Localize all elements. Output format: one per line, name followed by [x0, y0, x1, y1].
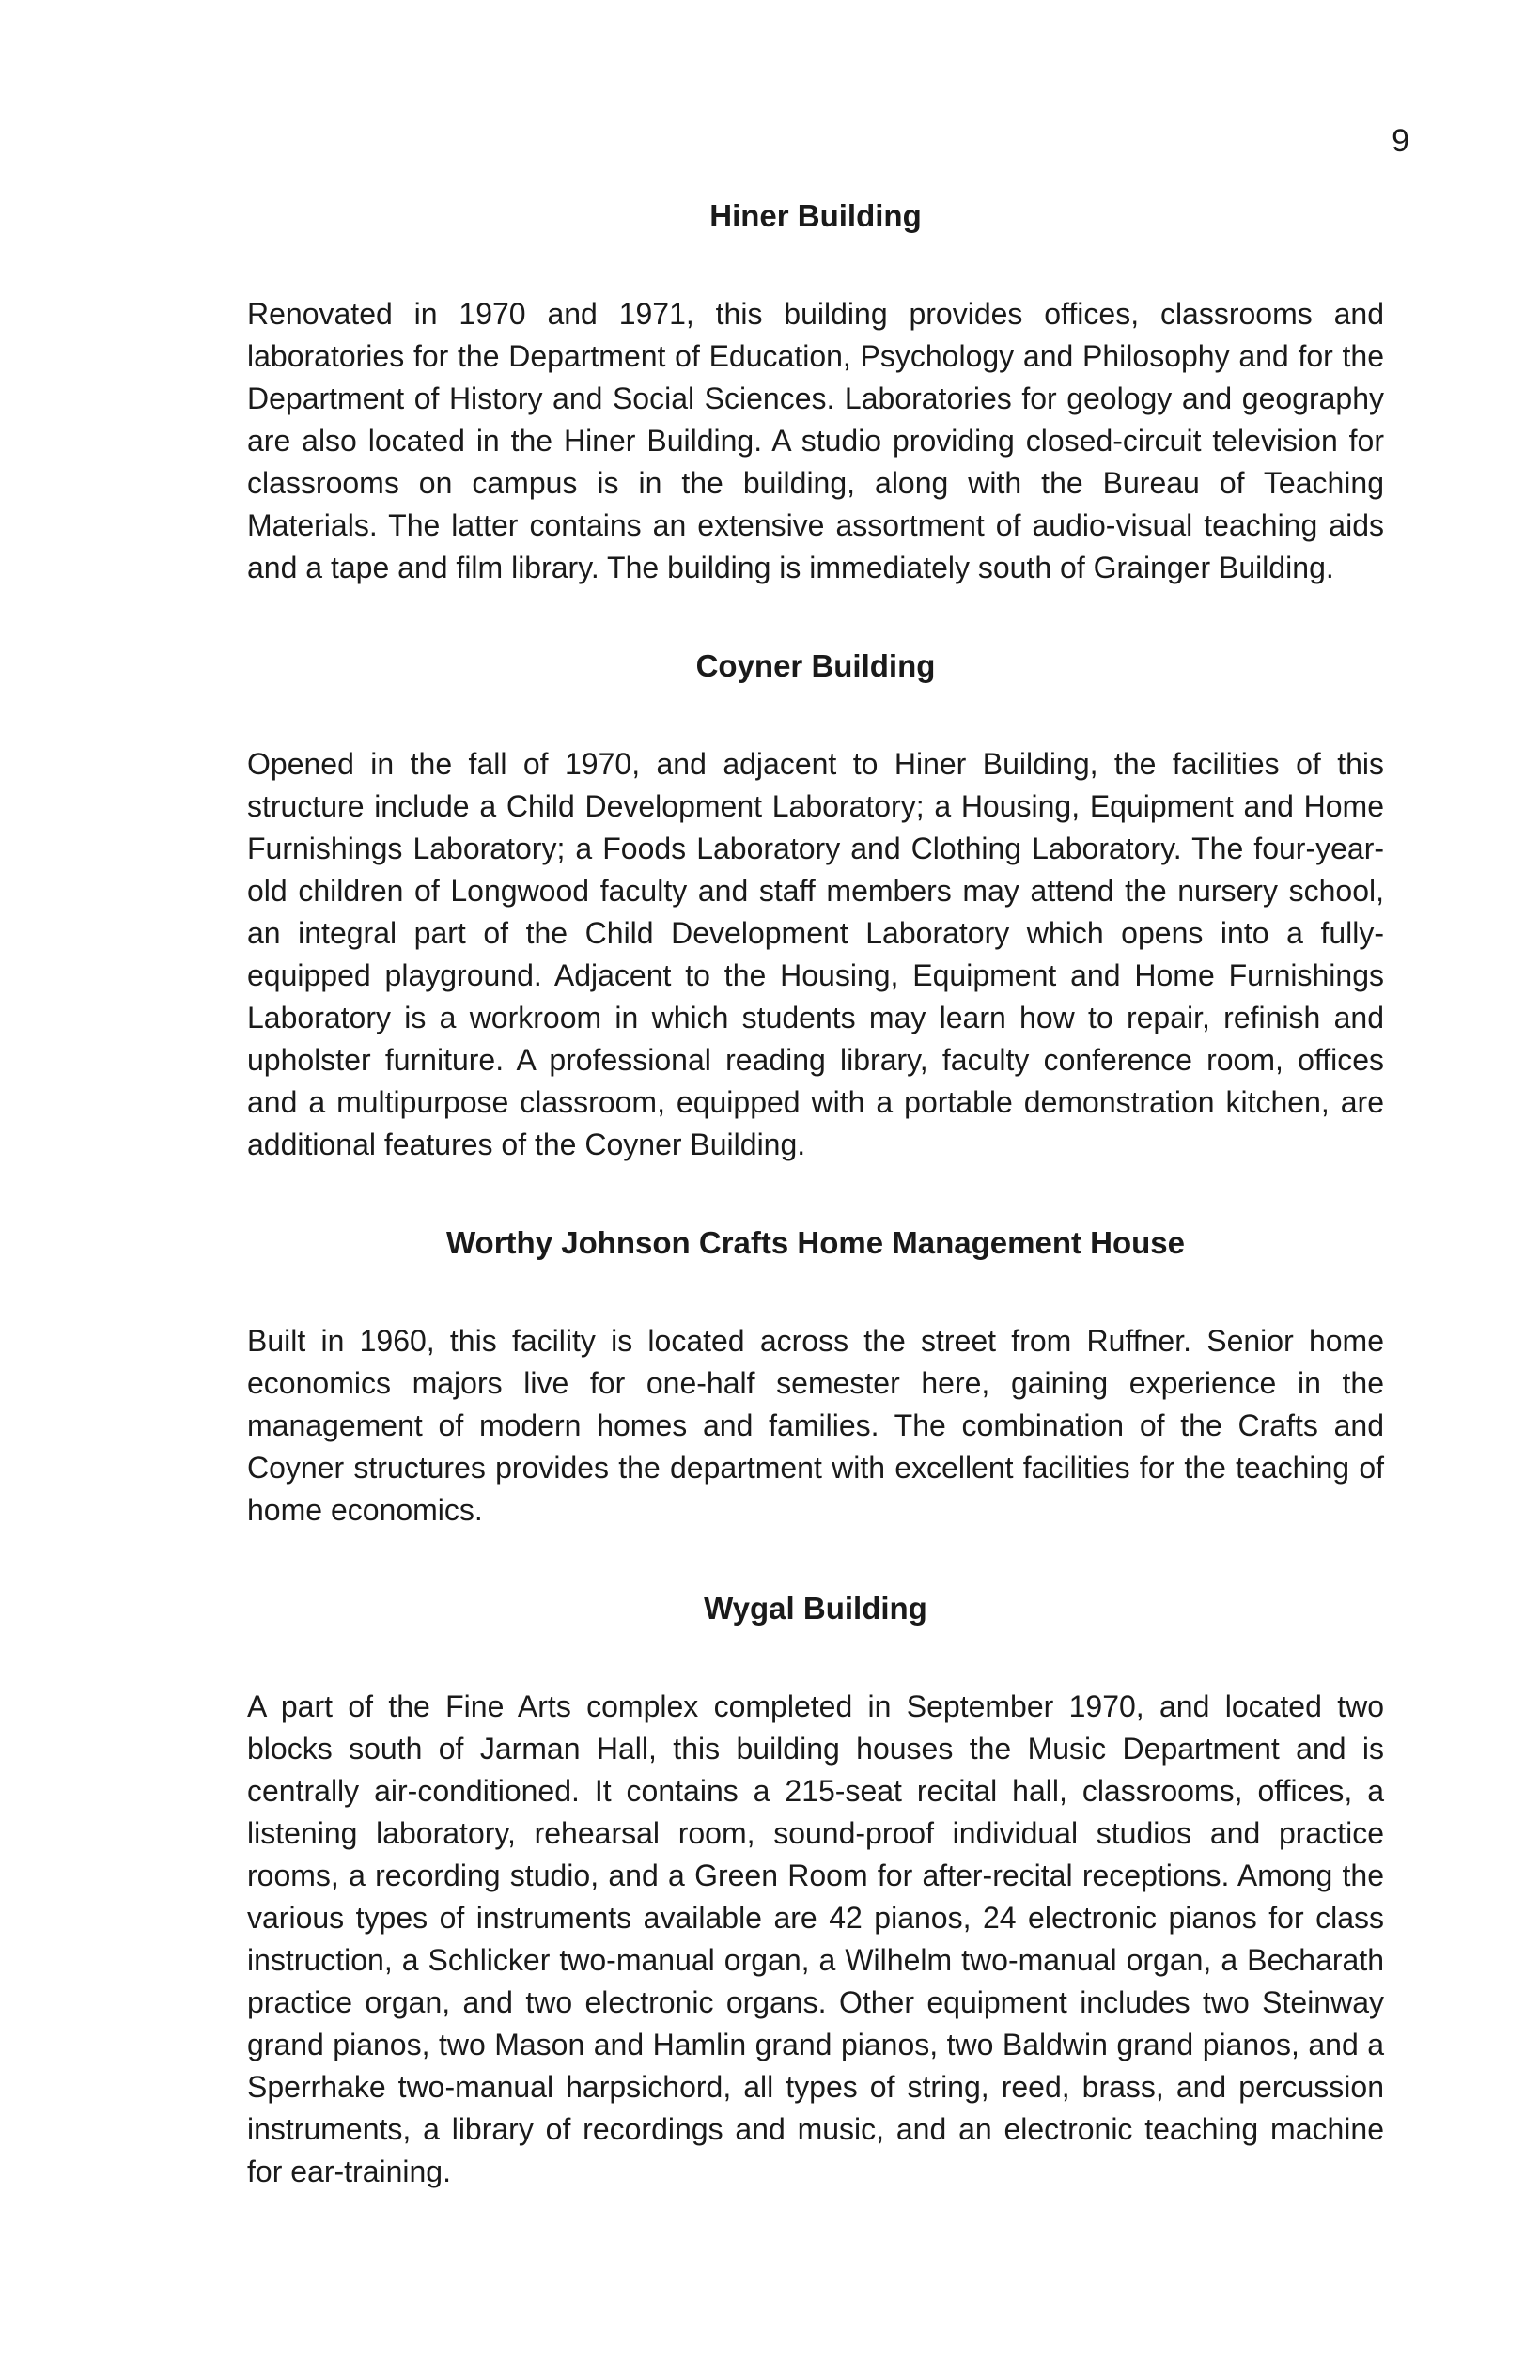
- section-coyner-building: [247, 647, 1384, 1166]
- section-body: Opened in the fall of 1970, and adjacent to Hiner Building, the facilities of this structure include a Child Development Laboratory; a Housing, Equipment and Home Furnishings Laboratory; a Foods Laboratory and Clothing Laboratory. The four-year-old children of Longwood faculty and staff members may attend the nursery school, an integral part of the Child Development Laboratory which opens into a fully-equipped playground. Adjacent to the Housing, Equipment and Home Furnishings Laboratory is a workroom in which students may learn how to repair, refinish and upholster furniture. A professional reading library, faculty conference room, offices and a multipurpose classroom, equipped with a portable demonstration kitchen, are additional features of the Coyner Building.: [247, 747, 1384, 1161]
- section-hiner-building: [247, 197, 1384, 589]
- section-heading: Worthy Johnson Crafts Home Management House: [446, 1225, 1185, 1260]
- section-wygal-building: [247, 1590, 1384, 2193]
- section-heading: Wygal Building: [704, 1591, 927, 1626]
- section-heading: Coyner Building: [695, 648, 936, 683]
- section-heading: Hiner Building: [709, 198, 922, 233]
- page-content: [247, 197, 1384, 2193]
- section-body: Renovated in 1970 and 1971, this building provides offices, classrooms and laboratories for the Department of Education, Psychology and Philosophy and for the Department of History and Social Sciences. Laboratories for geology and geography are also located in the Hiner Building. A studio providing closed-circuit television for classrooms on campus is in the building, along with the Bureau of Teaching Materials. The latter contains an extensive assortment of audio-visual teaching aids and a tape and film library. The building is immediately south of Grainger Building.: [247, 297, 1384, 584]
- section-body: Built in 1960, this facility is located across the street from Ruffner. Senior home economics majors live for one-half semester here, gaining experience in the management of modern homes and families. The combination of the Crafts and Coyner structures provides the department with excellent facilities for the teaching of home economics.: [247, 1324, 1384, 1527]
- section-crafts-home-management-house: [247, 1224, 1384, 1532]
- section-body: A part of the Fine Arts complex completed in September 1970, and located two blocks south of Jarman Hall, this building houses the Music Department and is centrally air-conditioned. It contains a 215-seat recital hall, classrooms, offices, a listening laboratory, rehearsal room, sound-proof individual studios and practice rooms, a recording studio, and a Green Room for after-recital receptions. Among the various types of instruments available are 42 pianos, 24 electronic pianos for class instruction, a Schlicker two-manual organ, a Wilhelm two-manual organ, a Becharath practice organ, and two electronic organs. Other equipment includes two Steinway grand pianos, two Mason and Hamlin grand pianos, two Baldwin grand pianos, and a Sperrhake two-manual harpsichord, all types of string, reed, brass, and percussion instruments, a library of recordings and music, and an electronic teaching machine for ear-training.: [247, 1689, 1384, 2188]
- page-number: 9: [1392, 123, 1409, 159]
